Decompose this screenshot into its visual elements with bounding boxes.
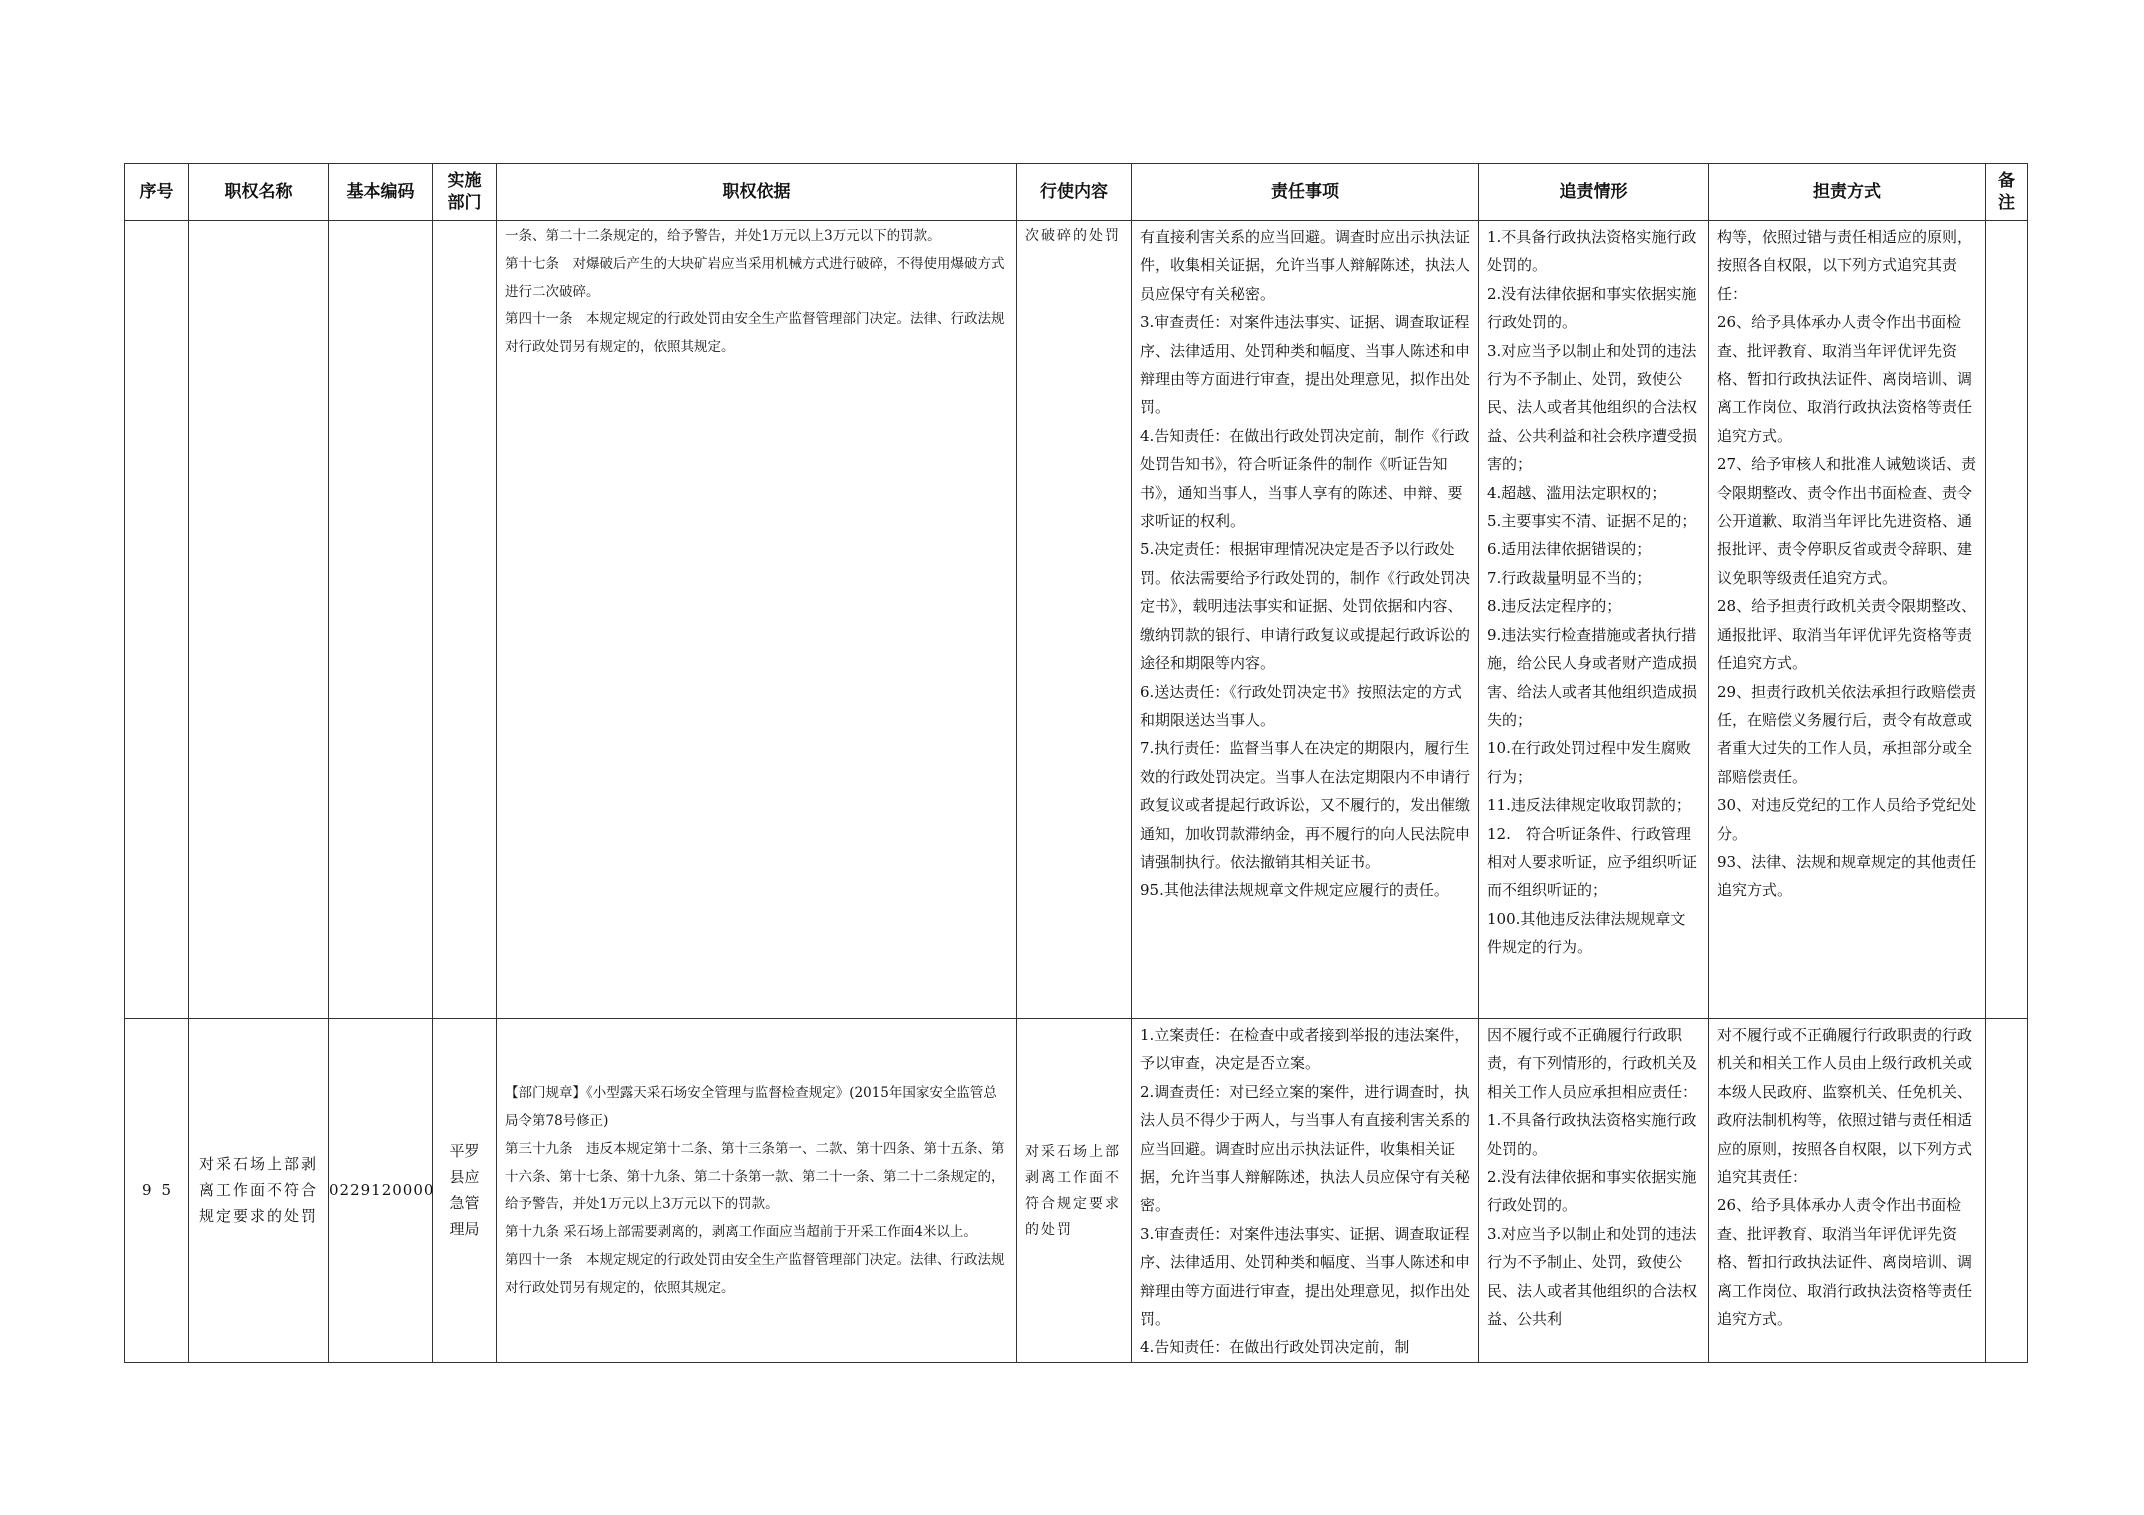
header-remark — [1986, 164, 2028, 221]
header-accountability: 追责情形 — [1479, 164, 1709, 221]
cell-accountability: 因不履行或不正确履行行政职责，有下列情形的，行政机关及相关工作人员应承担相应责任： 1.不具备行政执法资格实施行政处罚的。 2.没有法律依据和事实依据实施行政处罚的。 3.对应当予以制止和处罚的违法行为不予制止、处罚，致使公民、法人或者其他组织的合法权益、公共利 — [1479, 1019, 1709, 1363]
cell-exercise: 对采石场上部剥离工作面不符合规定要求的处罚 — [1017, 1019, 1132, 1363]
table-row — [125, 1019, 2028, 1363]
header-liability: 担责方式 — [1709, 164, 1986, 221]
header-seq: 序号 — [125, 164, 189, 221]
powers-table-page — [124, 163, 2027, 1363]
cell-accountability: 1.不具备行政执法资格实施行政处罚的。 2.没有法律依据和事实依据实施行政处罚的。 3.对应当予以制止和处罚的违法行为不予制止、处罚，致使公民、法人或者其他组织的合法权益、公共利益和社会秩序遭受损害的； 4.超越、滥用法定职权的； 5.主要事实不清、证据不足的； 6.适用法律依据错误的； 7.行政裁量明显不当的； 8.违反法定程序的； 9.违法实行检查措施或者执行措施，给公民人身或者财产造成损害、给法人或者其他组织造成损失的； 10.在行政处罚过程中发生腐败行为； 11.违反法律规定收取罚款的； 12. 符合听证条件、行政管理相对人要求听证，应予组织听证而不组织听证的； 100.其他违反法律法规规章文件规定的行为。 — [1479, 221, 1709, 1019]
header-exercise: 行使内容 — [1017, 164, 1132, 221]
cell-responsibility: 有直接利害关系的应当回避。调查时应出示执法证件，收集相关证据，允许当事人辩解陈述，执法人员应保守有关秘密。 3.审查责任：对案件违法事实、证据、调查取证程序、法律适用、处罚种类和幅度、当事人陈述和申辩理由等方面进行审查，提出处理意见，拟作出处罚。 4.告知责任：在做出行政处罚决定前，制作《行政处罚告知书》，符合听证条件的制作《听证告知书》，通知当事人，当事人享有的陈述、申辩、要求听证的权利。 5.决定责任：根据审理情况决定是否予以行政处罚。依法需要给予行政处罚的，制作《行政处罚决定书》，载明违法事实和证据、处罚依据和内容、缴纳罚款的银行、申请行政复议或提起行政诉讼的途径和期限等内容。 6.送达责任：《行政处罚决定书》按照法定的方式和期限送达当事人。 7.执行责任：监督当事人在决定的期限内，履行生效的行政处罚决定。当事人在法定期限内不申请行政复议或者提起行政诉讼，又不履行的，发出催缴通知，加收罚款滞纳金，再不履行的向人民法院申请强制执行。依法撤销其相关证书。 95.其他法律法规规章文件规定应履行的责任。 — [1132, 221, 1479, 1019]
cell-dept — [433, 221, 497, 1019]
table-row — [125, 221, 2028, 1019]
cell-seq — [125, 221, 189, 1019]
header-basis: 职权依据 — [497, 164, 1017, 221]
cell-code — [329, 221, 433, 1019]
header-dept — [433, 164, 497, 221]
cell-power-name: 对采石场上部剥离工作面不符合规定要求的处罚 — [189, 1019, 329, 1363]
cell-basis: 一条、第二十二条规定的，给予警告，并处1万元以上3万元以下的罚款。 第十七条 对爆破后产生的大块矿岩应当采用机械方式进行破碎，不得使用爆破方式进行二次破碎。 第四十一条 本规定规定的行政处罚由安全生产监督管理部门决定。法律、行政法规对行政处罚另有规定的，依照其规定。 — [497, 221, 1017, 1019]
cell-liability: 对不履行或不正确履行行政职责的行政机关和相关工作人员由上级行政机关或本级人民政府、监察机关、任免机关、政府法制机构等，依照过错与责任相适应的原则，按照各自权限，以下列方式追究其责任： 26、给予具体承办人责令作出书面检查、批评教育、取消当年评优评先资格、暂扣行政执法证件、离岗培训、调离工作岗位、取消行政执法资格等责任追究方式。 — [1709, 1019, 1986, 1363]
cell-code: 0229120000 — [329, 1019, 433, 1363]
header-row — [125, 164, 2028, 221]
cell-remark — [1986, 221, 2028, 1019]
cell-remark — [1986, 1019, 2028, 1363]
cell-power-name — [189, 221, 329, 1019]
header-code: 基本编码 — [329, 164, 433, 221]
cell-responsibility: 1.立案责任：在检查中或者接到举报的违法案件，予以审查，决定是否立案。 2.调查责任：对已经立案的案件，进行调查时，执法人员不得少于两人，与当事人有直接利害关系的应当回避。调查时应出示执法证件，收集相关证据，允许当事人辩解陈述，执法人员应保守有关秘密。 3.审查责任：对案件违法事实、证据、调查取证程序、法律适用、处罚种类和幅度、当事人陈述和申辩理由等方面进行审查，提出处理意见，拟作出处罚。 4.告知责任：在做出行政处罚决定前，制 — [1132, 1019, 1479, 1363]
cell-seq: 95 — [125, 1019, 189, 1363]
header-dept-label: 实施部门 — [447, 171, 482, 213]
header-responsibility: 责任事项 — [1132, 164, 1479, 221]
header-power-name: 职权名称 — [189, 164, 329, 221]
cell-basis: 【部门规章】《小型露天采石场安全管理与监督检查规定》(2015年国家安全监管总局令第78号修正) 第三十九条 违反本规定第十二条、第十三条第一、二款、第十四条、第十五条、第十六条、第十七条、第十九条、第二十条第一款、第二十一条、第二十二条规定的，给予警告，并处1万元以上3万元以下的罚款。 第十九条 采石场上部需要剥离的，剥离工作面应当超前于开采工作面4米以上。 第四十一条 本规定规定的行政处罚由安全生产监督管理部门决定。法律、行政法规对行政处罚另有规定的，依照其规定。 — [497, 1019, 1017, 1363]
powers-table — [124, 163, 2028, 1363]
header-remark-label: 备注 — [1998, 171, 2015, 213]
cell-dept: 平罗县应急管理局 — [433, 1019, 497, 1363]
cell-liability: 构等，依照过错与责任相适应的原则，按照各自权限，以下列方式追究其责任： 26、给予具体承办人责令作出书面检查、批评教育、取消当年评优评先资格、暂扣行政执法证件、离岗培训、调离工作岗位、取消行政执法资格等责任追究方式。 27、给予审核人和批准人诫勉谈话、责令限期整改、责令作出书面检查、责令公开道歉、取消当年评比先进资格、通报批评、责令停职反省或责令辞职、建议免职等级责任追究方式。 28、给予担责行政机关责令限期整改、通报批评、取消当年评优评先资格等责任追究方式。 29、担责行政机关依法承担行政赔偿责任，在赔偿义务履行后，责令有故意或者重大过失的工作人员，承担部分或全部赔偿责任。 30、对违反党纪的工作人员给予党纪处分。 93、法律、法规和规章规定的其他责任追究方式。 — [1709, 221, 1986, 1019]
cell-exercise: 次破碎的处罚 — [1017, 221, 1132, 1019]
